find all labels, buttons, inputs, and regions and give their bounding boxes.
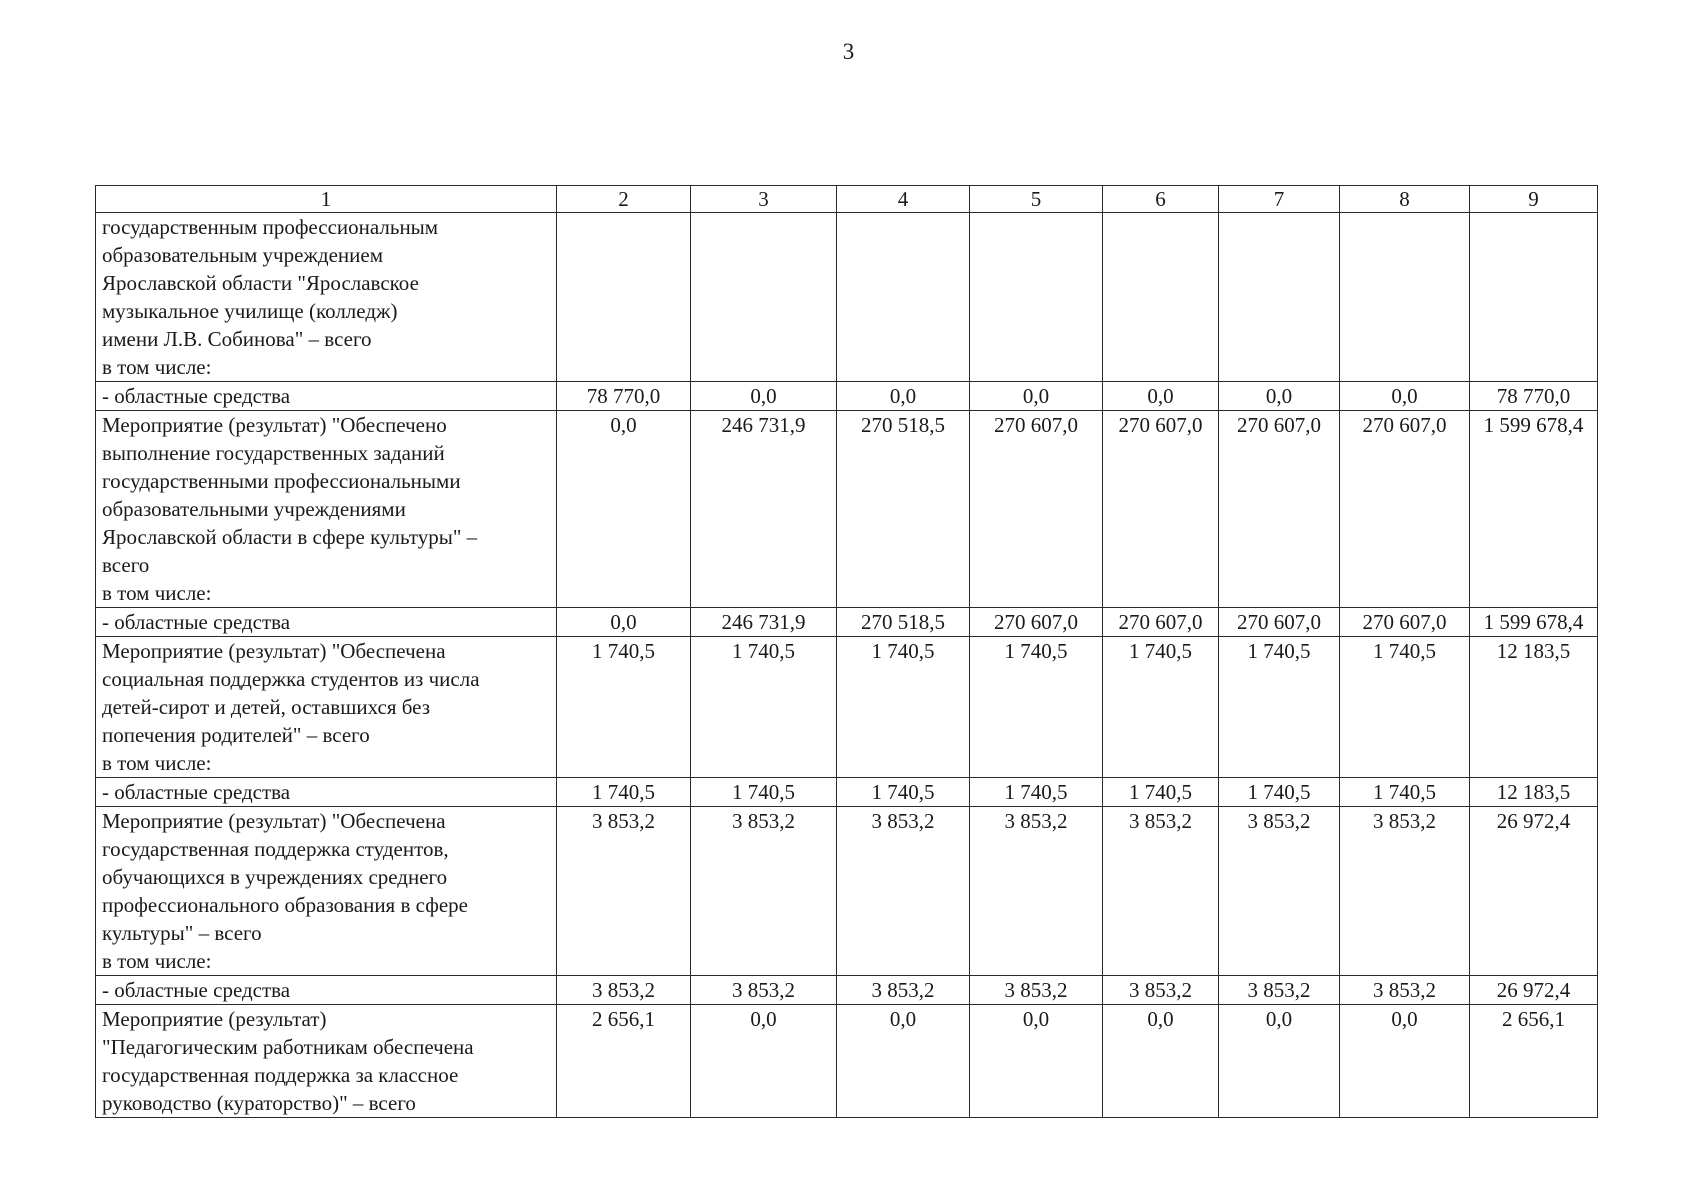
- value-cell: 0,0: [837, 382, 970, 411]
- table-body: [96, 186, 1598, 1118]
- value-cell: 270 607,0: [970, 411, 1103, 608]
- value-cell: 246 731,9: [691, 411, 837, 608]
- value-cell: 12 183,5: [1470, 637, 1598, 778]
- value-cell: [691, 213, 837, 382]
- value-cell: 3 853,2: [1219, 807, 1340, 976]
- value-cell: 1 599 678,4: [1470, 411, 1598, 608]
- value-cell: 0,0: [691, 382, 837, 411]
- value-cell: 2 656,1: [1470, 1005, 1598, 1118]
- header-cell: 2: [557, 186, 691, 213]
- row-label: Мероприятие (результат) "Обеспечено выполнение государственных заданий государственными профессиональными образовательными учреждениями Ярославской области в сфере культуры" – всего в том числе:: [96, 411, 557, 608]
- value-cell: 270 518,5: [837, 608, 970, 637]
- value-cell: 246 731,9: [691, 608, 837, 637]
- value-cell: 270 518,5: [837, 411, 970, 608]
- value-cell: 1 740,5: [1340, 637, 1470, 778]
- row-label: - областные средства: [96, 778, 557, 807]
- table-row: [96, 637, 1598, 778]
- value-cell: 0,0: [1340, 1005, 1470, 1118]
- row-label: - областные средства: [96, 976, 557, 1005]
- budget-table: [95, 185, 1598, 1118]
- table-row: [96, 411, 1598, 608]
- value-cell: 0,0: [557, 411, 691, 608]
- value-cell: 3 853,2: [557, 976, 691, 1005]
- value-cell: 3 853,2: [970, 807, 1103, 976]
- value-cell: [970, 213, 1103, 382]
- value-cell: [1470, 213, 1598, 382]
- value-cell: 0,0: [970, 1005, 1103, 1118]
- header-cell: 9: [1470, 186, 1598, 213]
- value-cell: 270 607,0: [1103, 411, 1219, 608]
- value-cell: 78 770,0: [1470, 382, 1598, 411]
- value-cell: 270 607,0: [970, 608, 1103, 637]
- header-cell: 8: [1340, 186, 1470, 213]
- value-cell: 3 853,2: [691, 976, 837, 1005]
- value-cell: 3 853,2: [1340, 807, 1470, 976]
- value-cell: 1 740,5: [1340, 778, 1470, 807]
- row-label: Мероприятие (результат) "Педагогическим работникам обеспечена государственная поддержка за классное руководство (кураторство)" – всего: [96, 1005, 557, 1118]
- value-cell: 0,0: [1340, 382, 1470, 411]
- header-cell: 3: [691, 186, 837, 213]
- value-cell: 3 853,2: [1219, 976, 1340, 1005]
- header-row: [96, 186, 1598, 213]
- value-cell: 0,0: [837, 1005, 970, 1118]
- table-row: [96, 608, 1598, 637]
- value-cell: 1 740,5: [1219, 778, 1340, 807]
- table-row: [96, 976, 1598, 1005]
- page-number: 3: [842, 39, 855, 64]
- value-cell: 1 740,5: [1103, 637, 1219, 778]
- value-cell: 0,0: [1103, 1005, 1219, 1118]
- header-cell: 4: [837, 186, 970, 213]
- value-cell: 3 853,2: [970, 976, 1103, 1005]
- value-cell: 1 740,5: [970, 778, 1103, 807]
- table-row: [96, 1005, 1598, 1118]
- value-cell: 270 607,0: [1103, 608, 1219, 637]
- value-cell: 1 740,5: [837, 778, 970, 807]
- value-cell: 3 853,2: [1103, 807, 1219, 976]
- value-cell: [1340, 213, 1470, 382]
- value-cell: [1219, 213, 1340, 382]
- value-cell: 2 656,1: [557, 1005, 691, 1118]
- value-cell: 1 740,5: [557, 637, 691, 778]
- value-cell: 0,0: [1219, 1005, 1340, 1118]
- value-cell: 3 853,2: [557, 807, 691, 976]
- row-label: государственным профессиональным образовательным учреждением Ярославской области "Ярославское музыкальное училище (колледж) имени Л.В. Собинова" – всего в том числе:: [96, 213, 557, 382]
- row-label: - областные средства: [96, 382, 557, 411]
- value-cell: 0,0: [691, 1005, 837, 1118]
- value-cell: 12 183,5: [1470, 778, 1598, 807]
- value-cell: 1 740,5: [970, 637, 1103, 778]
- table-row: [96, 778, 1598, 807]
- table-row: [96, 807, 1598, 976]
- value-cell: 3 853,2: [1340, 976, 1470, 1005]
- header-cell: 5: [970, 186, 1103, 213]
- table-row: [96, 213, 1598, 382]
- value-cell: [1103, 213, 1219, 382]
- value-cell: 270 607,0: [1219, 608, 1340, 637]
- value-cell: 270 607,0: [1219, 411, 1340, 608]
- value-cell: 0,0: [1103, 382, 1219, 411]
- value-cell: 270 607,0: [1340, 411, 1470, 608]
- value-cell: 0,0: [1219, 382, 1340, 411]
- value-cell: 1 599 678,4: [1470, 608, 1598, 637]
- value-cell: 1 740,5: [837, 637, 970, 778]
- value-cell: 78 770,0: [557, 382, 691, 411]
- table-row: [96, 382, 1598, 411]
- value-cell: 1 740,5: [1219, 637, 1340, 778]
- value-cell: 1 740,5: [691, 637, 837, 778]
- value-cell: 270 607,0: [1340, 608, 1470, 637]
- value-cell: 3 853,2: [691, 807, 837, 976]
- value-cell: 26 972,4: [1470, 807, 1598, 976]
- header-cell: 1: [96, 186, 557, 213]
- value-cell: 26 972,4: [1470, 976, 1598, 1005]
- value-cell: 1 740,5: [1103, 778, 1219, 807]
- row-label: - областные средства: [96, 608, 557, 637]
- value-cell: 0,0: [970, 382, 1103, 411]
- value-cell: 3 853,2: [837, 807, 970, 976]
- value-cell: 3 853,2: [1103, 976, 1219, 1005]
- row-label: Мероприятие (результат) "Обеспечена социальная поддержка студентов из числа детей-сирот и детей, оставшихся без попечения родителей" – всего в том числе:: [96, 637, 557, 778]
- value-cell: [837, 213, 970, 382]
- value-cell: 1 740,5: [691, 778, 837, 807]
- header-cell: 6: [1103, 186, 1219, 213]
- value-cell: 0,0: [557, 608, 691, 637]
- header-cell: 7: [1219, 186, 1340, 213]
- row-label: Мероприятие (результат) "Обеспечена государственная поддержка студентов, обучающихся в учреждениях среднего профессионального образования в сфере культуры" – всего в том числе:: [96, 807, 557, 976]
- value-cell: 1 740,5: [557, 778, 691, 807]
- value-cell: [557, 213, 691, 382]
- value-cell: 3 853,2: [837, 976, 970, 1005]
